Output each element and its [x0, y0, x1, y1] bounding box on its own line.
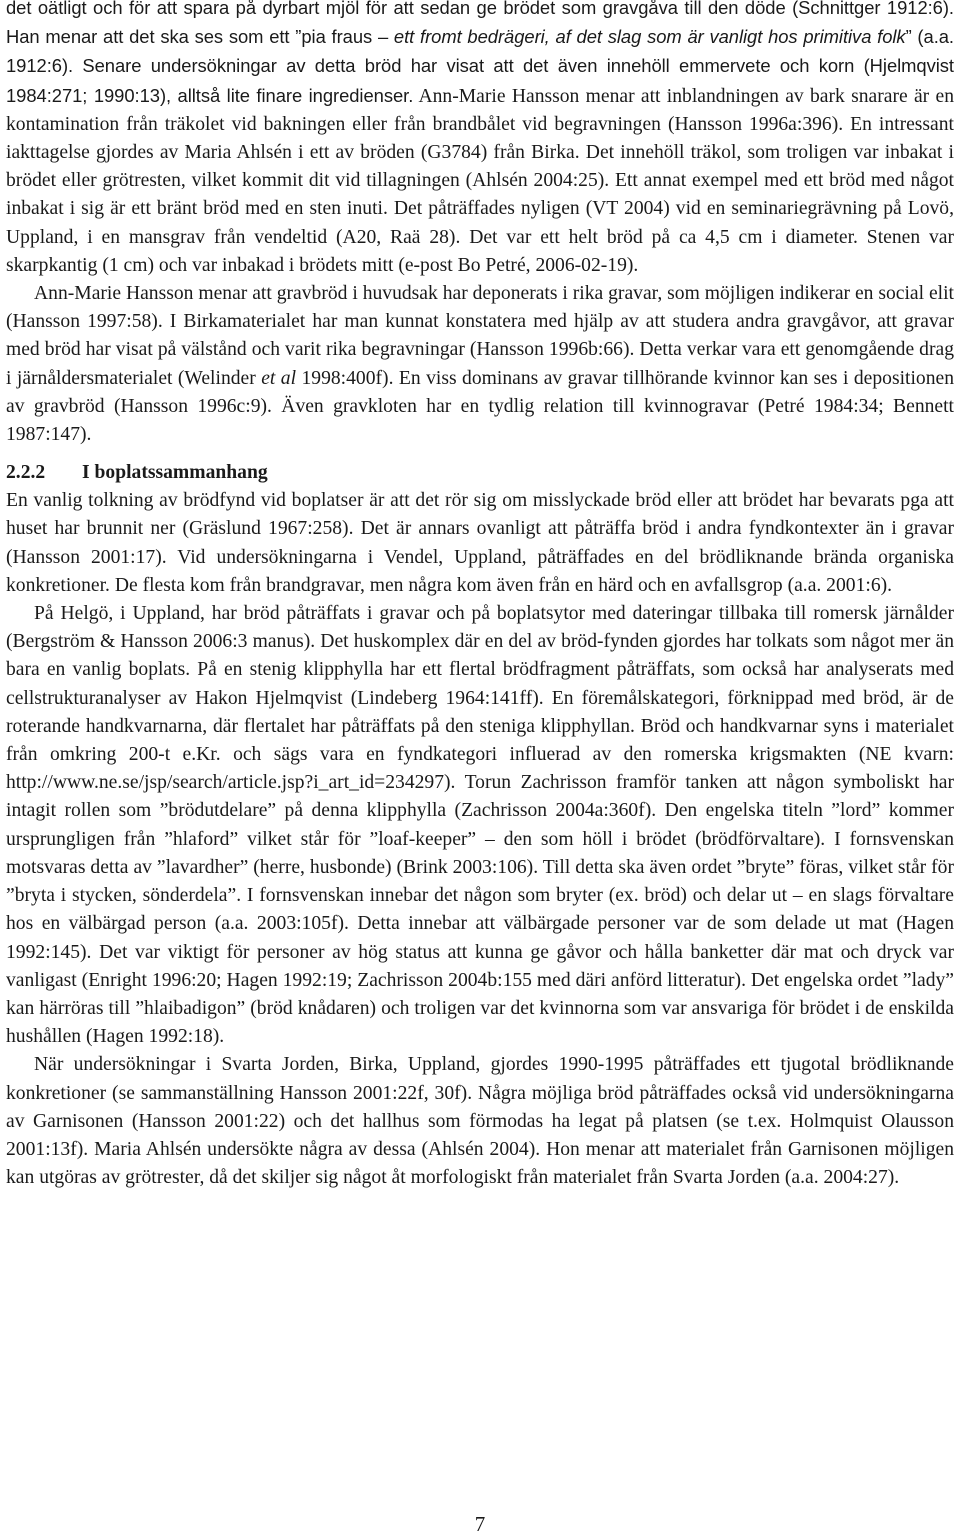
paragraph-helgo: På Helgö, i Uppland, har bröd påträffats i gravar och på boplatsytor med dateringar tillbaka till romersk järnålder (Bergström & Hansson 2006:3 manus). Det huskomplex där en del av bröd-fynden gjordes har tolkats som något mer än bara en vanlig boplats. På en stenig klipphylla har ett flertal brödfragment påträffats, som också har analyserats med cellstrukturanalyser av Hakon Hjelmqvist (Lindeberg 1964:141ff). En föremålskategori, förknippad med bröd, är de roterande handkvarnarna, där flertalet har påträffats på den steniga klipphyllan. Bröd och handkvarnar syns i materialet från omkring 200-t e.Kr. och sägs vara en fyndkategori influerad av den romerska krigsmakten (NE kvarn: http://www.ne.se/jsp/search/article.jsp?i_art_id=234297). Torun Zachrisson framför tanken att någon symboliskt har intagit rollen som ”brödutdelare” på denna klipphylla (Zachrisson 2004a:360f). Den engelska titeln ”lord” kommer ursprungligen från ”hlaford” vilket står för ”loaf-keeper” – den som höll i brödet (brödförvaltare). I fornsvenskan motsvaras detta av ”lavardher” (herre, husbonde) (Brink 2003:106). Till detta ska även ordet ”bryte” föras, vilket står för ”bryta i stycken, sönderdela”. I fornsvenskan innebar det någon som bryter (ex. bröd) och delar ut – en slags förvaltare hos en välbärgad person (a.a. 2003:105f). Detta innebar att välbärgade personer var de som delade ut mat (Hagen 1992:145). Det var viktigt för personer av hög status att kunna ge gåvor och hålla banketter där mat och dryck var vanligast (Enright 1996:20; Hagen 1992:19; Zachrisson 2004b:155 med däri anförd litteratur). Det engelska ordet ”lady” kan härröras till ”hlaibadigon” (bröd knådaren) och troligen var det kvinnorna som var ansvariga för brödet i de enskilda hushållen (Hagen 1992:18). — [6, 603, 954, 1048]
paragraph-2-text-a: Ann-Marie Hansson menar att gravbröd i huvudsak har deponerats i rika gravar, som möjligen indikerar en social elit (Hansson 1997:58). I Birkamaterialet har man kunnat konstatera med hjälp av att studera andra gravgåvor, att gravar med bröd har visat på välstånd och varit rika begravningar (Hansson 1996b:66). Detta verkar vara ett genomgående drag i järnåldersmaterialet (Welinder — [6, 283, 954, 389]
paragraph-1-text-a: det oätligt och för att spara på dyrbart mjöl för att sedan ge brödet som gravgåva till den döde (Schnittger 1912:6). Han menar att det ska ses som ett ”pia fraus – — [6, 0, 954, 48]
paragraph-1-italic-quote: ett fromt bedrägeri, af det slag som är vanligt hos primitiva folk — [393, 26, 906, 48]
section-heading — [6, 459, 954, 487]
paragraph-schnittger — [6, 0, 954, 280]
page-number: 7 — [474, 1512, 486, 1536]
paragraph-1-text-c: Ann-Marie Hansson menar att inblandningen av bark snarare är en kontamination från träkolet vid bakningen eller från brandbålet vid begravningen (Hansson 1996a:396). En intressant iakttagelse gjordes av Maria Ahlsén i ett av bröden (G3784) från Birka. Det innehöll träkol, som troligen var inbakat i brödet eller grötresten, vilket kommit dit vid tillagningen (Ahlsén 2004:25). Ett annat exempel med ett bröd med något inbakat i sig är ett bränt bröd med en sten inuti. Det påträffades nyligen (VT 2004) vid en seminariegrävning på Lovö, Uppland, i en mansgrav från vendeltid (A20, Raä 28). Det var ett helt bröd på ca 4,5 cm i diameter. Stenen var skarpkantig (1 cm) och var inbakad i brödets mitt (e-post Bo Petré, 2006-02-19). — [6, 85, 954, 276]
paragraph-2-text-b: 1998:400f). En viss dominans av gravar tillhörande kvinnor kan ses i depositionen av gravbröd (Hansson 1996c:9). Även gravkloten har en tydlig relation till kvinnogravar (Petré 1984:34; Bennett 1987:147). — [6, 367, 954, 446]
paragraph-boplats-tolkning: En vanlig tolkning av brödfynd vid boplatser är att det rör sig om misslyckade bröd eller att brödet har bevarats pga att huset har brunnit ner (Gräslund 1967:258). Det är annars ovanligt att påträffa bröd i andra fyndkontexter än i gravar (Hansson 2001:17). Vid undersökningarna i Vendel, Uppland, påträffades en del brödliknande brända organiska konkretioner. De flesta kom från brandgravar, men några kom även från en härd och en avfallsgrop (a.a. 2001:6). — [6, 490, 954, 596]
document-page — [6, 0, 954, 1192]
paragraph-1-text-b: ” (a.a. 1912:6). Senare undersökningar av detta bröd har visat att det även innehöll emmervete och korn (Hjelmqvist 1984:271; 1990:13), alltså lite finare ingredienser. — [6, 26, 954, 106]
section-number: 2.2.2 — [6, 462, 46, 484]
section-title: I boplatssammanhang — [82, 462, 268, 484]
paragraph-2-italic-et-al: et al — [261, 367, 297, 389]
paragraph-hansson-gravbrod — [6, 280, 954, 449]
paragraph-svarta-jorden: När undersökningar i Svarta Jorden, Birka, Uppland, gjordes 1990-1995 påträffades ett tjugotal brödliknande konkretioner (se sammanställning Hansson 2001:22f, 30f). Några möjliga bröd påträffades också vid undersökningarna av Garnisonen (Hansson 2001:22) och det hallhus som förmodas ha legat på platsen (se t.ex. Holmquist Olausson 2001:13f). Maria Ahlsén undersökte några av dessa (Ahlsén 2004). Hon menar att materialet från Garnisonen möjligen kan utgöras av grötrester, då det skiljer sig något åt morfologiskt från materialet från Svarta Jorden (a.a. 2004:27). — [6, 1054, 954, 1189]
